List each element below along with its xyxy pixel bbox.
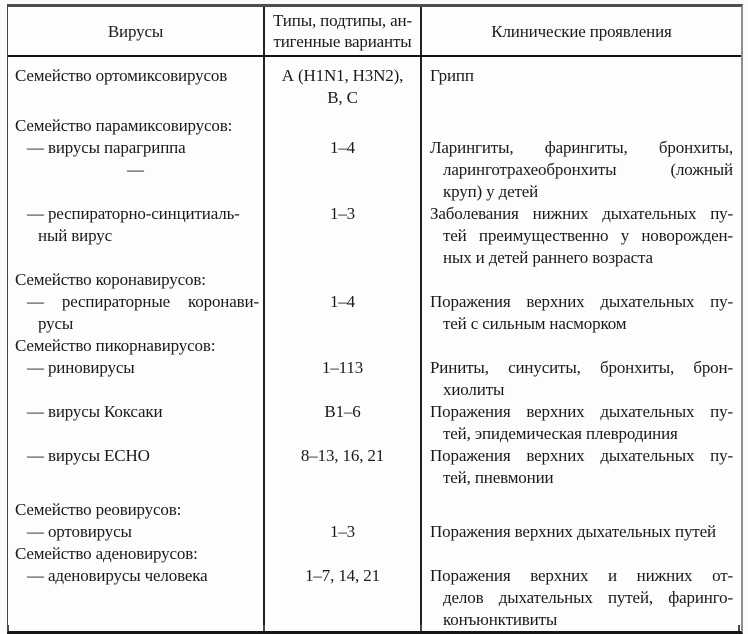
types-cell xyxy=(265,203,422,269)
text-line: 1–3 xyxy=(329,522,356,541)
text-line: Поражения верхних дыхательных пу- xyxy=(430,292,733,311)
virus-cell xyxy=(8,489,265,521)
virus-cell xyxy=(8,445,265,489)
text-line: конъюнктивиты xyxy=(443,610,558,629)
table-header xyxy=(8,7,741,57)
types-cell xyxy=(265,57,422,115)
clinical-cell xyxy=(422,57,741,115)
virus-cell xyxy=(8,335,265,357)
table-body xyxy=(8,57,741,631)
header-label-viruses: Вирусы xyxy=(107,21,164,41)
table-row xyxy=(8,57,741,115)
text-line: Ларингиты, фарингиты, бронхиты, xyxy=(430,138,733,157)
text-line: Поражения верхних дыхательных пу- xyxy=(430,446,733,465)
table-row xyxy=(8,565,741,631)
table-row xyxy=(8,489,741,521)
text-line: — вирусы парагриппа xyxy=(27,138,186,157)
text-line: 8–13, 16, 21 xyxy=(300,446,385,465)
table-row xyxy=(8,291,741,335)
virus-cell xyxy=(8,137,265,203)
text-line: Семейство коронавирусов: xyxy=(15,270,206,289)
clinical-cell xyxy=(422,269,741,291)
table-row xyxy=(8,203,741,269)
text-line: 1–4 xyxy=(329,138,356,157)
text-line: А (H1N1, H3N2), xyxy=(281,66,404,85)
clinical-cell xyxy=(422,115,741,137)
text-line: Поражения верхних дыхательных пу- xyxy=(430,402,733,421)
text-line: тей, эпидемическая плевродиния xyxy=(443,424,678,443)
text-line: Заболевания нижних дыхательных пу- xyxy=(430,204,733,223)
table-bottom-stub xyxy=(738,625,740,631)
text-line: ных и детей раннего возраста xyxy=(443,248,653,267)
table-bottom-stub xyxy=(263,625,265,631)
text-line: — риновирусы xyxy=(27,358,135,377)
text-line: — аденовирусы человека xyxy=(27,566,208,585)
text-line: тей, пневмонии xyxy=(443,468,554,487)
header-label-clinical: Клинические проявления xyxy=(491,21,672,41)
text-line: 1–4 xyxy=(329,292,356,311)
header-cell-clinical xyxy=(422,7,741,55)
types-cell xyxy=(265,445,422,489)
table-row xyxy=(8,357,741,401)
types-cell xyxy=(265,291,422,335)
text-line: В, С xyxy=(327,88,358,107)
clinical-cell xyxy=(422,203,741,269)
text-line: — ортовирусы xyxy=(27,522,132,541)
text-line: хиолиты xyxy=(443,380,505,399)
header-cell-viruses xyxy=(8,7,265,55)
text-line: 1–3 xyxy=(329,204,356,223)
table-row xyxy=(8,543,741,565)
types-cell xyxy=(265,543,422,565)
types-cell xyxy=(265,521,422,543)
table-row xyxy=(8,269,741,291)
virus-cell xyxy=(8,401,265,445)
clinical-cell xyxy=(422,357,741,401)
clinical-cell xyxy=(422,489,741,521)
text-line: — вирусы Коксаки xyxy=(27,402,163,421)
types-cell xyxy=(265,115,422,137)
table-row xyxy=(8,137,741,203)
types-cell xyxy=(265,357,422,401)
table-row xyxy=(8,445,741,489)
text-line: В1–6 xyxy=(324,402,361,421)
table-row xyxy=(8,521,741,543)
text-line: Семейство ортомиксовирусов xyxy=(15,66,228,85)
clinical-cell xyxy=(422,565,741,631)
text-line: русы xyxy=(38,314,74,333)
virus-cell xyxy=(8,357,265,401)
text-line: Поражения верхних и нижних от- xyxy=(430,566,733,585)
text-line: Риниты, синуситы, бронхиты, брон- xyxy=(430,358,733,377)
clinical-cell xyxy=(422,335,741,357)
types-cell xyxy=(265,335,422,357)
clinical-cell xyxy=(422,137,741,203)
types-cell xyxy=(265,269,422,291)
clinical-cell xyxy=(422,401,741,445)
text-line: круп) у детей xyxy=(443,182,539,201)
types-cell xyxy=(265,565,422,631)
virus-cell xyxy=(8,291,265,335)
text-line: тей с сильным насморком xyxy=(443,314,627,333)
table-bottom-stub xyxy=(420,625,422,631)
text-line: 1–113 xyxy=(321,358,364,377)
text-line: Семейство аденовирусов: xyxy=(15,544,198,563)
text-line: — xyxy=(127,160,144,179)
table-bottom-stub xyxy=(7,625,9,631)
virus-cell xyxy=(8,269,265,291)
text-line: Семейство парамиксовирусов: xyxy=(15,116,233,135)
clinical-cell xyxy=(422,291,741,335)
header-label-types-line1: Типы, подтипы, ан- xyxy=(273,11,412,30)
virus-cell xyxy=(8,203,265,269)
clinical-cell xyxy=(422,521,741,543)
table-row xyxy=(8,401,741,445)
virus-cell xyxy=(8,543,265,565)
text-line: Грипп xyxy=(430,66,474,85)
text-line: ларинготрахеобронхиты (ложный xyxy=(443,160,733,179)
text-line: Семейство реовирусов: xyxy=(15,500,182,519)
types-cell xyxy=(265,489,422,521)
text-line: делов дыхательных путей, фаринго- xyxy=(443,588,733,607)
virus-cell xyxy=(8,565,265,631)
text-line: Семейство пикорнавирусов: xyxy=(15,336,216,355)
table-row xyxy=(8,335,741,357)
virus-cell xyxy=(8,521,265,543)
text-line: — респираторные коронави- xyxy=(27,292,259,311)
text-line: ный вирус xyxy=(38,226,112,245)
table-row xyxy=(8,115,741,137)
clinical-cell xyxy=(422,445,741,489)
text-line: тей преимущественно у новорожден- xyxy=(443,226,733,245)
text-line: — вирусы ECHO xyxy=(27,446,150,465)
text-line: Поражения верхних дыхательных путей xyxy=(430,522,716,541)
types-cell xyxy=(265,137,422,203)
header-cell-types xyxy=(265,7,422,55)
virus-cell xyxy=(8,115,265,137)
header-label-types-line2: тигенные варианты xyxy=(273,32,412,51)
viruses-table xyxy=(7,4,743,634)
clinical-cell xyxy=(422,543,741,565)
text-line: — респираторно-синцитиаль- xyxy=(27,204,240,223)
types-cell xyxy=(265,401,422,445)
text-line: 1–7, 14, 21 xyxy=(305,566,380,585)
virus-cell xyxy=(8,57,265,115)
